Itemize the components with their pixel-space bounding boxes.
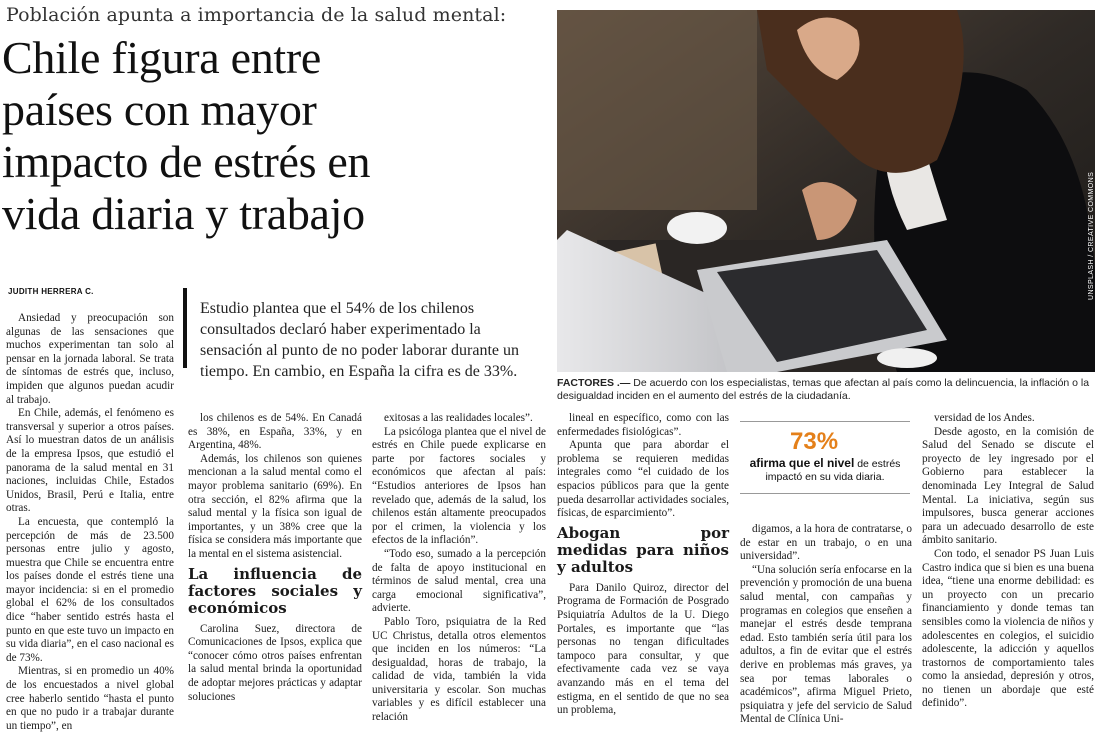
col1-paragraph: Mientras, si en promedio un 40% de los encuestados a nivel global cree haberlo sentido “hasta el punto en que no pudo ir a trabajar durante un tiempo”, en xyxy=(6,665,174,732)
pullquote-rule-bottom xyxy=(740,493,910,494)
pullquote-number: 73% xyxy=(790,428,839,455)
caption-text: De acuerdo con los especialistas, temas que afectan al país como la delincuencia, la inflación o la desigualdad inciden en el aumento del estrés de la ciudadanía. xyxy=(557,377,1090,402)
section-heading-abogan: Abogan por medidas para niños y adultos xyxy=(557,523,729,576)
pullquote-bold: afirma que el nivel xyxy=(749,456,855,470)
photo-credit: UNSPLASH / CREATIVE COMMONS xyxy=(1088,171,1095,300)
col6-paragraph: versidad de los Andes. xyxy=(934,412,1035,424)
col5-paragraph: digamos, a la hora de contratarse, o de estar en un trabajo, o en una universidad”. xyxy=(740,523,912,563)
col6-paragraph: Desde agosto, en la comisión de Salud del Senado se discute el proyecto de ley ingresado por el Gobierno para establecer la denominada Ley Integral de Salud Mental. La iniciativa, según sus impulsores, busca generar acciones para un adecuado desarrollo de este ámbito sanitario. xyxy=(922,425,1094,547)
caption-label: FACTORES .— xyxy=(557,377,631,389)
column-1 xyxy=(6,312,174,733)
col3-paragraph: Pablo Toro, psiquiatra de la Red UC Christus, detalla otros elementos que inciden en los números: “La desigualdad, horas de trabajo, la calidad de vida, también la vida universitaria y escolar. Son muchas variables y es difícil establecer una relación xyxy=(372,615,546,724)
headline-line-3: impacto de estrés en xyxy=(2,136,371,187)
col1-paragraph: Ansiedad y preocupación son algunas de las sensaciones que muchos experimentan tan solo al pensar en la jornada laboral. Se trata de síntomas de estrés que, incluso, impiden que algunos puedan acudir al trabajo. xyxy=(6,312,174,406)
headline-line-4: vida diaria y trabajo xyxy=(2,188,365,239)
headline-line-2: países con mayor xyxy=(2,84,317,135)
byline: JUDITH HERRERA C. xyxy=(8,287,94,296)
column-6 xyxy=(922,412,1094,711)
col2-paragraph: Carolina Suez, directora de Comunicaciones de Ipsos, explica que “conocer cómo otros países enfrentan la salud mental brinda la oportunidad de adoptar mejores prácticas y adaptar soluciones xyxy=(188,622,362,703)
headline xyxy=(2,32,542,240)
col3-paragraph: La psicóloga plantea que el nivel de estrés en Chile puede explicarse en parte por factores sociales y económicos que afectan al país: “Estudios anteriores de Ipsos han revelado que, además de la salud, los chilenos están altamente preocupados por el crimen, la violencia y los efectos de la inflación”. xyxy=(372,425,546,547)
col3-paragraph: “Todo eso, sumado a la percepción de falta de apoyo institucional en términos de salud mental, crea una carga emocional significativa”, advierte. xyxy=(372,547,546,615)
section-heading-influencia: La influencia de factores sociales y económicos xyxy=(188,564,362,617)
col1-paragraph: En Chile, además, el fenómeno es transversal y superior a otros países. Así lo muestran datos de un análisis de la empresa Ipsos, que estudió el panorama de la salud mental en 31 naciones, incluidas Chile, Estados Unidos, Brasil, Perú e Italia, entre otras. xyxy=(6,407,174,515)
subheading: Estudio plantea que el 54% de los chilenos consultados declaró haber experimentado la sensación al punto de no poder laborar durante un tiempo. En cambio, en España la cifra es de 33%. xyxy=(200,300,520,380)
article-photo xyxy=(557,10,1095,372)
column-2 xyxy=(188,412,362,704)
col5-paragraph: “Una solución sería enfocarse en la prevención y promoción de una buena salud mental, con campañas y programas en colegios que enseñen a manejar el estrés desde temprana edad. Esto también sería útil para los adultos, a fin de evitar que el estrés derive en problemas más graves, ya sea por temas laborales o académicos”, afirma Miguel Prieto, psiquiatra y jefe del servicio de Salud Mental de Clínica Uni- xyxy=(740,563,912,726)
pullquote-rule-top xyxy=(740,421,910,422)
col4-paragraph: lineal en específico, como con las enfermedades fisiológicas”. xyxy=(557,412,729,438)
photo-illustration xyxy=(557,10,1095,372)
photo-caption xyxy=(557,377,1097,403)
col1-paragraph: La encuesta, que contempló la percepción de más de 23.500 personas entre julio y agosto, muestra que Chile se encuentra entre los países donde el estrés tiene una mayor incidencia: si en el promedio global el 62% de los consultados dice “haber sentido estrés hasta el punto en que este tuvo un impacto en su vida diaria”, en el caso nacional es de 73%. xyxy=(6,515,174,664)
col6-paragraph: Con todo, el senador PS Juan Luis Castro indica que si bien es una buena idea, “tiene una enorme debilidad: es un proyecto con un precario financiamiento y donde temas tan sensibles como la violencia de niños y adolescentes en colegios, el suicidio adolescente, la adicción y aquellos trastornos de comportamiento tales como la ansiedad, depresión y otros, no tienen un abordaje que esté definido”. xyxy=(922,547,1094,710)
column-4 xyxy=(557,412,729,718)
column-3 xyxy=(372,412,546,725)
col4-paragraph: Para Danilo Quiroz, director del Programa de Formación de Posgrado Psiquiatría Adultos de la U. Diego Portales, es importante que “las personas no tengan dificultades tampoco para consultar, y que efectivamente cada vez se vaya avanzando más en el tema del estigma, en el sentido de que no sea un problema, xyxy=(557,581,729,717)
col3-paragraph: exitosas a las realidades locales”. xyxy=(384,412,533,424)
col2-paragraph: los chilenos es de 54%. En Canadá es 38%, en España, 33%, y en Argentina, 48%. xyxy=(188,412,362,452)
col4-paragraph: Apunta que para abordar el problema se requieren medidas integrales como “el cuidado de los espacios públicos para que la gente pueda desarrollar actividades sociales, físicas, de esparcimiento”. xyxy=(557,439,729,520)
pullquote-rest: de estrés impactó en su vida diaria. xyxy=(765,458,901,483)
pullquote-text xyxy=(740,457,910,484)
column-5 xyxy=(740,523,912,727)
col2-paragraph: Además, los chilenos son quienes mencionan a la salud mental como el mayor problema sanitario (69%). En otra sección, el 82% afirma que la salud mental y la física son igual de importantes, y un 38% cree que la física se considera más importante que la mental en el sistema asistencial. xyxy=(188,452,362,560)
kicker: Población apunta a importancia de la salud mental: xyxy=(6,4,507,26)
subheading-rule xyxy=(183,288,187,368)
headline-line-1: Chile figura entre xyxy=(2,32,322,83)
